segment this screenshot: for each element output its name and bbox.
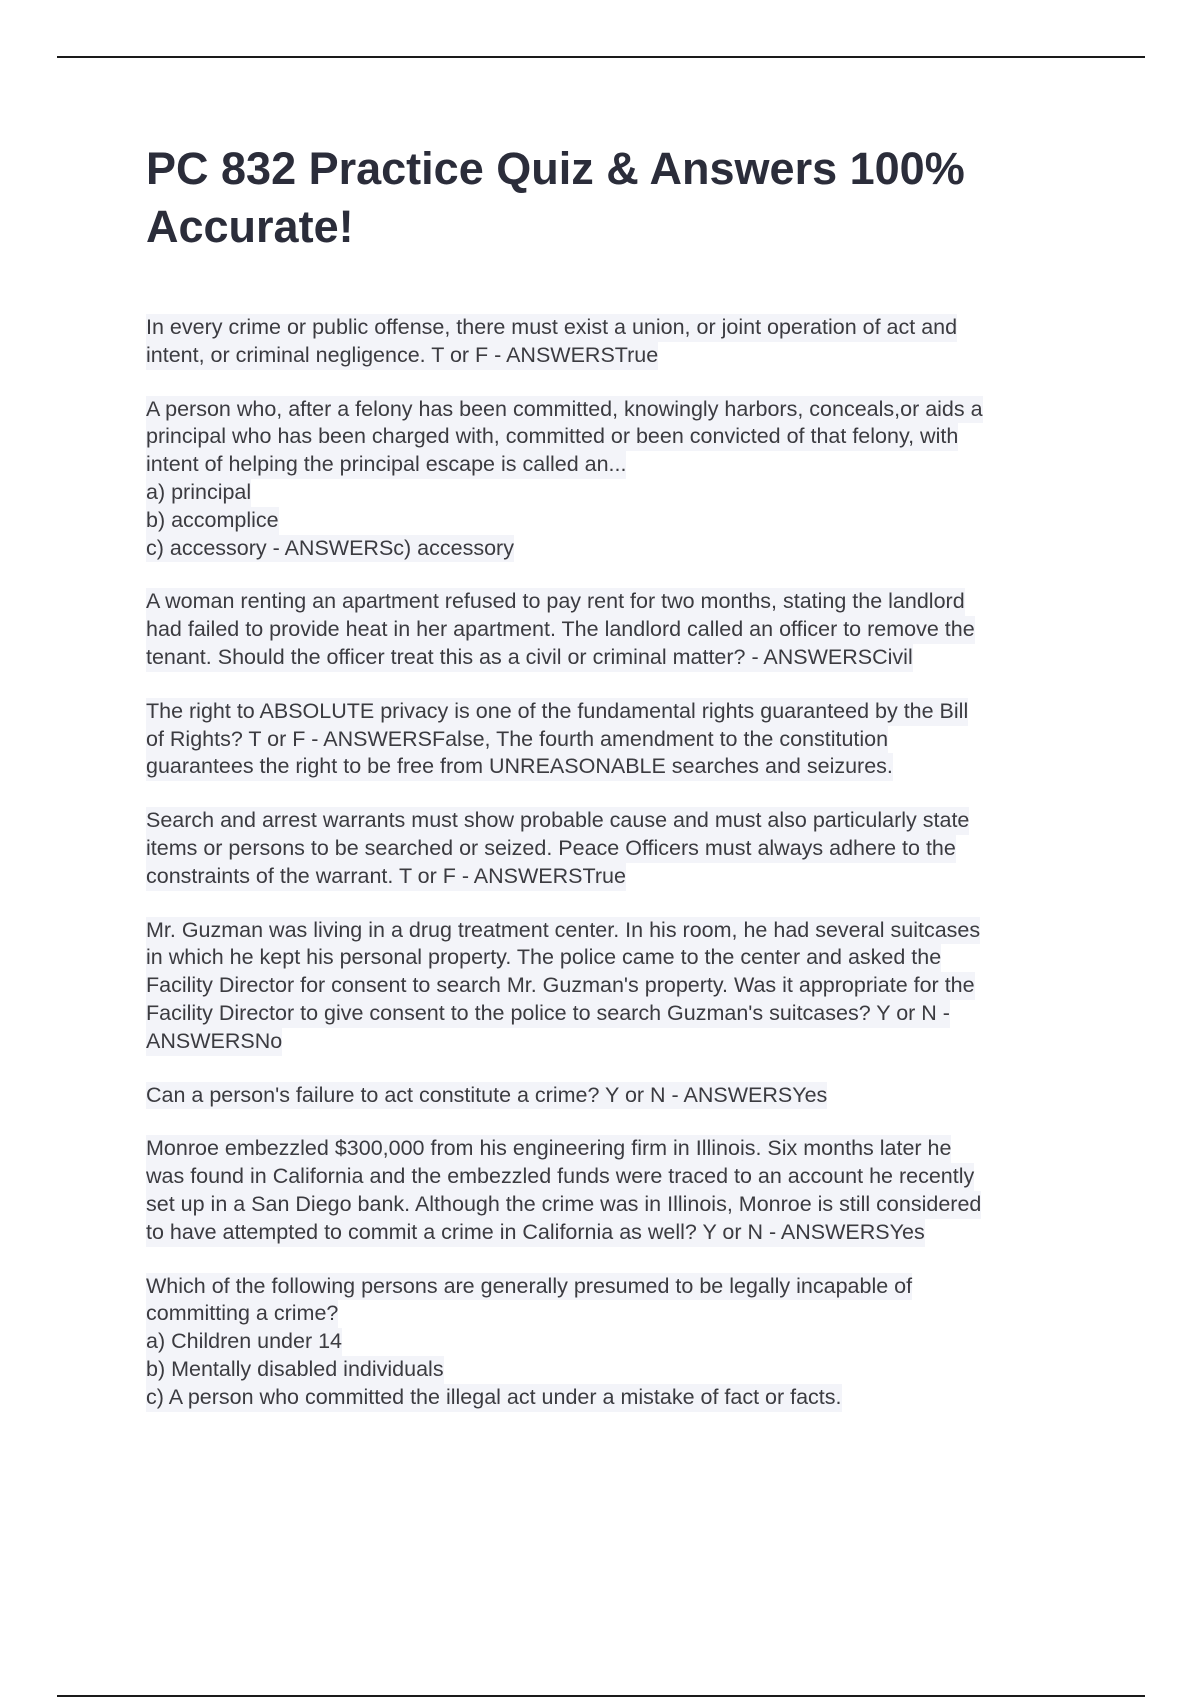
question-text-line: Search and arrest warrants must show probable cause and must also particularly state bbox=[146, 807, 969, 835]
question-list bbox=[146, 314, 1096, 1412]
question-text-line: Facility Director to give consent to the police to search Guzman's suitcases? Y or N - bbox=[146, 1000, 950, 1028]
question-text-line: set up in a San Diego bank. Although the crime was in Illinois, Monroe is still considered bbox=[146, 1191, 981, 1219]
question-text-line: c) A person who committed the illegal act under a mistake of fact or facts. bbox=[146, 1384, 842, 1412]
question-block bbox=[146, 698, 1096, 781]
question-text-line: items or persons to be searched or seized. Peace Officers must always adhere to the bbox=[146, 835, 956, 863]
question-text-line: had failed to provide heat in her apartment. The landlord called an officer to remove the bbox=[146, 616, 975, 644]
question-text-line: to have attempted to commit a crime in California as well? Y or N - ANSWERSYes bbox=[146, 1219, 925, 1247]
question-text-line: The right to ABSOLUTE privacy is one of the fundamental rights guaranteed by the Bill bbox=[146, 698, 968, 726]
question-text-line: A person who, after a felony has been committed, knowingly harbors, conceals,or aids a bbox=[146, 396, 983, 424]
question-text-line: b) accomplice bbox=[146, 507, 279, 535]
question-block bbox=[146, 1273, 1096, 1412]
question-text-line: intent, or criminal negligence. T or F - ANSWERSTrue bbox=[146, 342, 658, 370]
bottom-rule bbox=[57, 1695, 1145, 1697]
question-text-line: c) accessory - ANSWERSc) accessory bbox=[146, 535, 514, 563]
question-block bbox=[146, 1135, 1096, 1246]
question-text-line: Facility Director for consent to search Mr. Guzman's property. Was it appropriate for the bbox=[146, 972, 975, 1000]
question-text-line: Mr. Guzman was living in a drug treatment center. In his room, he had several suitcases bbox=[146, 917, 980, 945]
question-text-line: Can a person's failure to act constitute a crime? Y or N - ANSWERSYes bbox=[146, 1082, 827, 1110]
question-text-line: A woman renting an apartment refused to pay rent for two months, stating the landlord bbox=[146, 588, 965, 616]
question-block bbox=[146, 807, 1096, 890]
question-text-line: committing a crime? bbox=[146, 1300, 338, 1328]
question-text-line: guarantees the right to be free from UNREASONABLE searches and seizures. bbox=[146, 753, 893, 781]
question-text-line: a) Children under 14 bbox=[146, 1328, 342, 1356]
question-text-line: was found in California and the embezzled funds were traced to an account he recently bbox=[146, 1163, 974, 1191]
question-text-line: Which of the following persons are generally presumed to be legally incapable of bbox=[146, 1273, 912, 1301]
top-rule bbox=[57, 56, 1145, 58]
question-text-line: ANSWERSNo bbox=[146, 1028, 282, 1056]
document-body bbox=[146, 140, 1096, 1438]
question-block bbox=[146, 588, 1096, 671]
question-text-line: principal who has been charged with, committed or been convicted of that felony, with bbox=[146, 423, 958, 451]
question-block bbox=[146, 1082, 1096, 1110]
question-block bbox=[146, 314, 1096, 370]
question-block bbox=[146, 396, 1096, 563]
question-text-line: b) Mentally disabled individuals bbox=[146, 1356, 444, 1384]
question-text-line: In every crime or public offense, there must exist a union, or joint operation of act and bbox=[146, 314, 957, 342]
question-text-line: Monroe embezzled $300,000 from his engineering firm in Illinois. Six months later he bbox=[146, 1135, 951, 1163]
question-text-line: intent of helping the principal escape is called an... bbox=[146, 451, 626, 479]
question-text-line: of Rights? T or F - ANSWERSFalse, The fourth amendment to the constitution bbox=[146, 726, 888, 754]
question-text-line: tenant. Should the officer treat this as a civil or criminal matter? - ANSWERSCivil bbox=[146, 644, 913, 672]
question-text-line: in which he kept his personal property. The police came to the center and asked the bbox=[146, 944, 941, 972]
question-text-line: constraints of the warrant. T or F - ANSWERSTrue bbox=[146, 863, 626, 891]
question-text-line: a) principal bbox=[146, 479, 251, 507]
question-block bbox=[146, 917, 1096, 1056]
page-title: PC 832 Practice Quiz & Answers 100% Accurate! bbox=[146, 143, 965, 252]
